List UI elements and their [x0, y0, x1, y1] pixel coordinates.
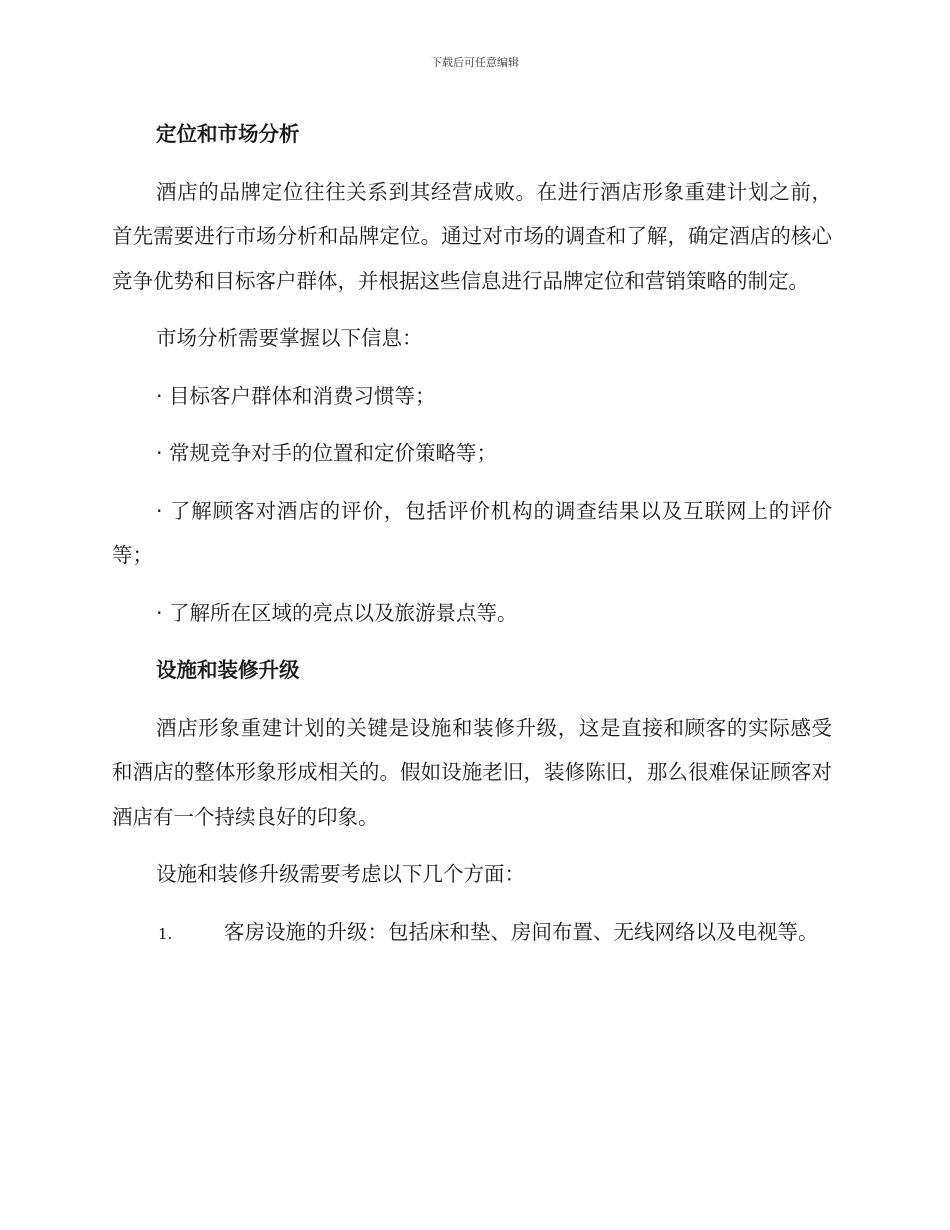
document-body — [112, 112, 832, 969]
bullet-item-customer-reviews: · 了解顾客对酒店的评价，包括评价机构的调查结果以及互联网上的评价等； — [112, 498, 832, 567]
numbered-item-text: 客房设施的升级：包括床和垫、房间布置、无线网络以及电视等。 — [224, 919, 819, 944]
numbered-item-room-facilities — [112, 910, 832, 957]
bullet-item-competitors: · 常规竞争对手的位置和定价策略等； — [156, 441, 498, 465]
paragraph-market-analysis-intro: 市场分析需要掌握以下信息： — [156, 326, 423, 350]
paragraph-facilities-upgrade: 酒店形象重建计划的关键是设施和装修升级，这是直接和顾客的实际感受和酒店的整体形象形成相关的。假如设施老旧，装修陈旧，那么很难保证顾客对酒店有一个持续良好的印象。 — [112, 715, 832, 829]
paragraph-facilities-intro: 设施和装修升级需要考虑以下几个方面： — [156, 862, 525, 886]
bullet-item-target-customers: · 目标客户群体和消费习惯等； — [156, 383, 436, 408]
header-note: 下载后可任意编辑 — [431, 56, 519, 69]
section-heading-facilities: 设施和装修升级 — [156, 658, 300, 682]
section-heading-positioning: 定位和市场分析 — [156, 122, 300, 146]
paragraph-brand-positioning: 酒店的品牌定位往往关系到其经营成败。在进行酒店形象重建计划之前，首先需要进行市场分析和品牌定位。通过对市场的调查和了解，确定酒店的核心竞争优势和目标客户群体，并根据这些信息进行品牌定位和营销策略的制定。 — [112, 179, 832, 293]
list-number: 1. — [158, 924, 173, 943]
bullet-item-area-attractions: · 了解所在区域的亮点以及旅游景点等。 — [156, 600, 518, 625]
